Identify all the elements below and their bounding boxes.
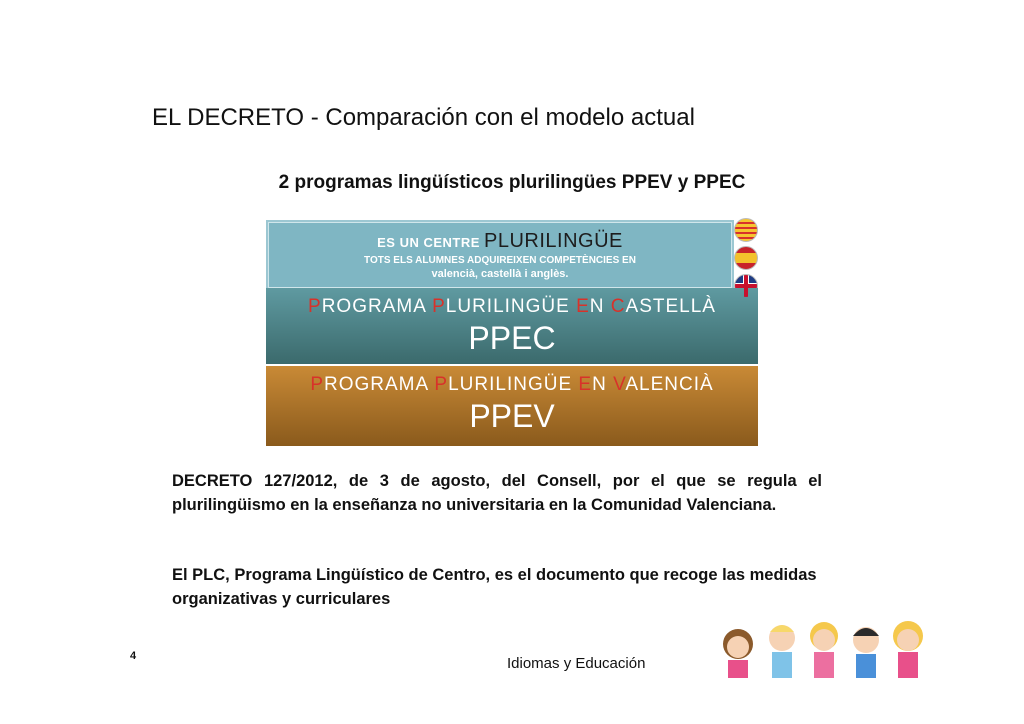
decree-paragraph: DECRETO 127/2012, de 3 de agosto, del Consell, por el que se regula el plurilingüismo en la enseñanza no universitaria en la Comunidad Valenciana. — [172, 472, 822, 514]
centre-line-3: valencià, castellà i anglès. — [431, 268, 569, 280]
page-number: 4 — [130, 650, 137, 662]
ppec-band — [266, 288, 758, 364]
plurilingual-centre-box — [266, 220, 734, 290]
plc-paragraph: El PLC, Programa Lingüístico de Centro, es el documento que recoge las medidas organizativas y curriculares — [172, 566, 817, 608]
child-3 — [810, 622, 838, 678]
ppec-abbr: PPEC — [468, 320, 556, 356]
plurilingual-programs-graphic — [262, 216, 762, 448]
ppev-band — [266, 366, 758, 446]
ppev-name: PROGRAMA PLURILINGÜE EN VALENCIÀ — [310, 374, 714, 395]
centre-label: ES UN CENTRE — [377, 235, 485, 250]
ppec-name: PROGRAMA PLURILINGÜE EN CASTELLÀ — [308, 296, 716, 317]
child-4 — [853, 627, 879, 678]
ppev-abbr: PPEV — [469, 398, 555, 434]
plurilingue-label: PLURILINGÜE — [484, 230, 623, 252]
spain-flag-icon — [734, 246, 758, 270]
centre-line-2: TOTS ELS ALUMNES ADQUIREIXEN COMPETÈNCIES EN — [364, 255, 636, 266]
slide-subtitle: 2 programas lingüísticos plurilingües PPEV y PPEC — [278, 172, 746, 193]
child-5 — [893, 621, 923, 678]
catalan-flag-icon — [734, 218, 758, 242]
child-2 — [769, 625, 795, 678]
child-1 — [723, 629, 753, 678]
footer-text: Idiomas y Educación — [507, 655, 646, 672]
slide-title: EL DECRETO - Comparación con el modelo actual — [152, 104, 695, 131]
children-illustration — [716, 610, 934, 678]
